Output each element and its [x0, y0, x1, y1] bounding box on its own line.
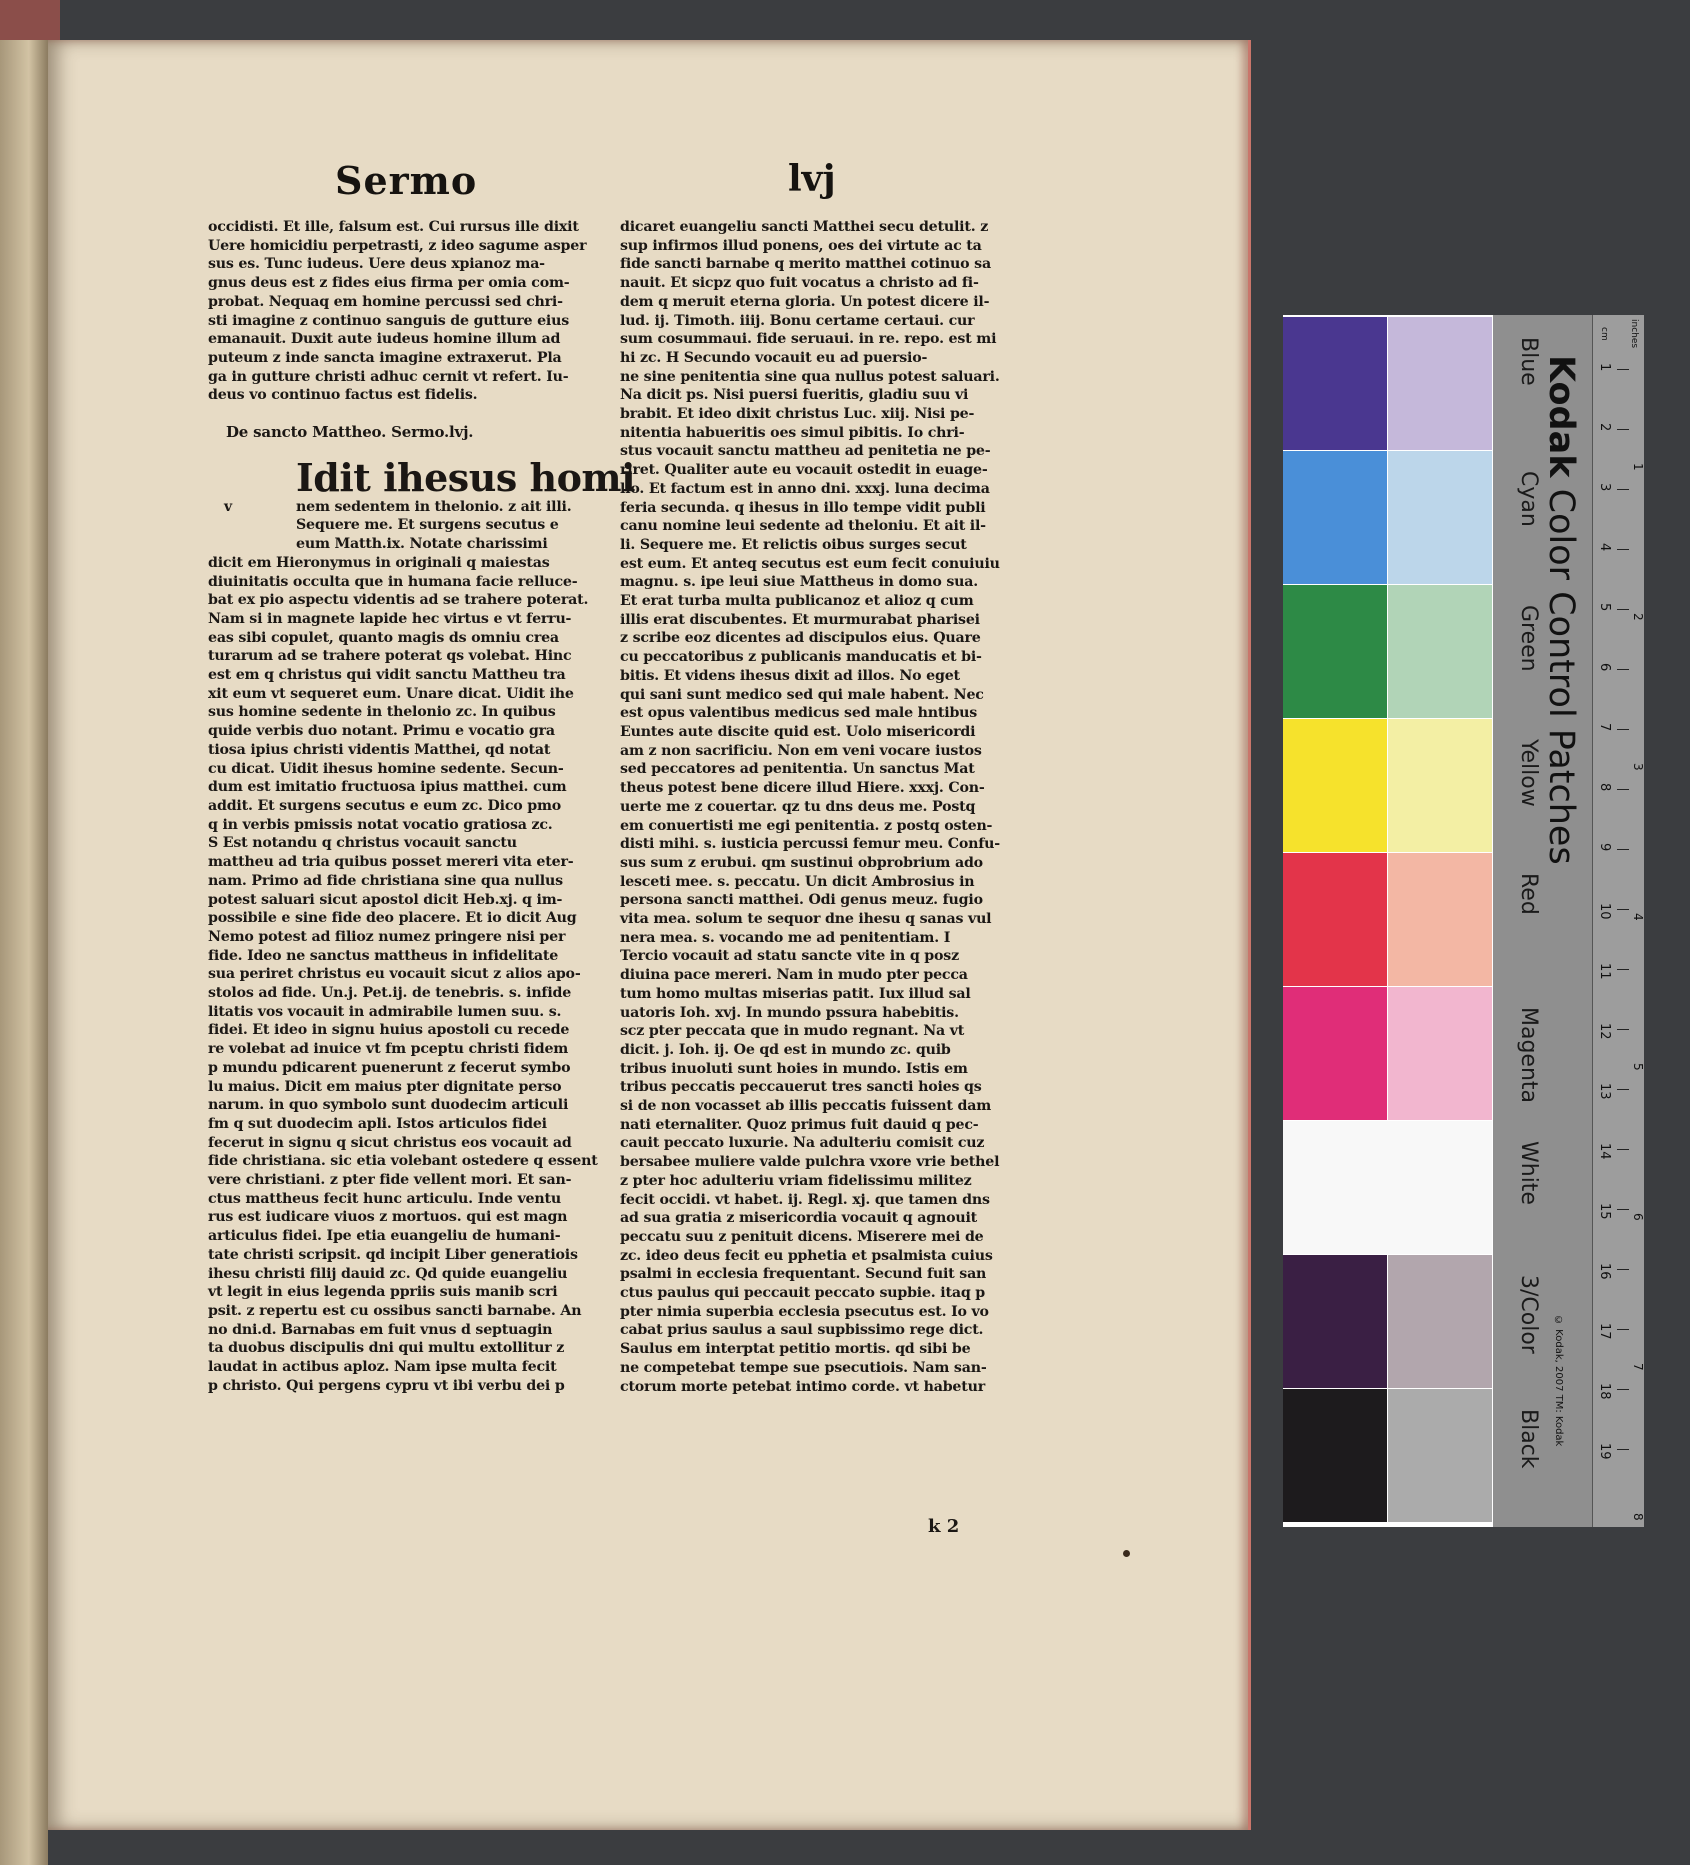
- kodak-title: Color Control Patches: [1541, 488, 1581, 865]
- text-line: uatoris Ioh. xvj. In mundo pssura habebitis.: [620, 1004, 959, 1021]
- inch-tick-label: 8: [1631, 1513, 1645, 1521]
- text-line: fide christiana. sic etia volebant ostedere q essent: [208, 1153, 598, 1170]
- text-line: cauit peccato luxurie. Na adulteriu comisit cuz: [620, 1135, 985, 1152]
- patch-label: Green: [1516, 605, 1541, 672]
- patch-green-solid: [1283, 585, 1387, 718]
- text-line: addit. Et surgens secutus e eum zc. Dico pmo: [208, 797, 562, 814]
- text-line: diuina pace mereri. Nam in mudo pter pecca: [620, 967, 968, 984]
- text-line: potest saluari sicut apostol dicit Heb.xj. q im-: [208, 891, 563, 908]
- text-line: persona sancti matthei. Odi genus meuz. fugio: [620, 892, 983, 909]
- text-line: sus sum z erubui. qm sustinui obprobrium ado: [620, 854, 983, 871]
- patch-green-tint: [1388, 585, 1492, 718]
- text-line: Nam si in magnete lapide hec virtus e vt ferru-: [208, 610, 572, 627]
- text-line: vt legit in eius legenda ppriis suis manib scri: [208, 1284, 558, 1301]
- text-line: theus potest bene dicere illud Hiere. xxxj. Con-: [620, 780, 985, 797]
- text-line: dicaret euangeliu sancti Matthei secu detulit. z: [620, 219, 989, 235]
- guide-initial: v: [224, 498, 232, 515]
- text-line: feria secunda. q ihesus in illo tempe vidit publi: [620, 499, 986, 516]
- text-line: eum Matth.ix. Notate charissimi: [296, 536, 548, 553]
- text-line: riret. Qualiter aute eu vocauit ostedit in euage-: [620, 462, 988, 479]
- patch-magenta-tint: [1388, 987, 1492, 1120]
- text-line: scz pter peccata que in mudo regnant. Na vt: [620, 1023, 965, 1040]
- kodak-color-control-strip: [1283, 315, 1643, 1527]
- text-line: nauit. Et sicpz quo fuit vocatus a christo ad fi-: [620, 275, 979, 292]
- text-line: sus es. Tunc iudeus. Uere deus xpianoz ma-: [208, 256, 545, 273]
- inch-tick-label: 5: [1631, 1063, 1645, 1071]
- text-line: tribus inuoluti sunt hoies in mundo. Istis em: [620, 1060, 968, 1077]
- inch-tick-label: 1: [1631, 463, 1645, 471]
- sermon-heading: De sancto Mattheo. Sermo.lvj.: [226, 423, 474, 442]
- text-line: re volebat ad inuice vt fm pceptu christi fidem: [208, 1041, 569, 1058]
- patch-black-tint: [1388, 1389, 1492, 1522]
- patch-label: Black: [1516, 1409, 1541, 1469]
- cm-tick-label: 4: [1597, 543, 1612, 552]
- text-line: v nem sedentem in thelonio. z ait illi.: [224, 498, 572, 515]
- text-line: li. Sequere me. Et relictis oibus surges secut: [620, 536, 967, 553]
- text-line: peccatu suu z penituit dicens. Miserere mei de: [620, 1228, 984, 1245]
- text-line: cabat prius saulus a saul supbissimo rege dict.: [620, 1322, 984, 1339]
- text-line: bitis. Et videns ihesus dixit ad illos. No eget: [620, 667, 960, 684]
- text-line: sum cosummaui. fide seruaui. in re. repo. est mi: [620, 331, 997, 348]
- text-line: lu maius. Dicit em maius pter dignitate perso: [208, 1078, 562, 1095]
- text-line: z pter hoc adulteriu vriam fidelissimu militez: [620, 1172, 972, 1189]
- text-line: dicit em Hieronymus in originali q maiestas: [208, 554, 550, 571]
- text-line: tum homo multas miserias patit. Iux illud sal: [620, 985, 971, 1002]
- text-line: fide sancti barnabe q merito matthei cotinuo sa: [620, 256, 991, 273]
- cm-tick-label: 15: [1597, 1203, 1612, 1220]
- text-line: qui sani sunt medico sed qui male habent. Nec: [620, 686, 984, 703]
- text-line: fide. Ideo ne sanctus mattheus in infidelitate: [208, 947, 559, 964]
- text-line: ihesu christi filij dauid zc. Qd quide euangeliu: [208, 1265, 568, 1282]
- text-line: S Est notandu q christus vocauit sanctu: [208, 835, 517, 852]
- patch-blue-tint: [1388, 317, 1492, 450]
- ruler-tick-mark: [1617, 1149, 1629, 1150]
- facing-page-edge: [0, 40, 48, 1865]
- book-page: [48, 40, 1251, 1830]
- ruler-tick-mark: [1617, 1209, 1629, 1210]
- text-line: psalmi in ecclesia frequentant. Secund fuit san: [620, 1266, 987, 1283]
- kodak-brand-title: [1541, 355, 1581, 865]
- ruler-unit-cm: cm: [1599, 327, 1609, 341]
- text-line: diuinitatis occulta que in humana facie relluce-: [208, 573, 578, 590]
- ruler-tick-mark: [1617, 669, 1629, 670]
- text-line: sup infirmos illud ponens, oes dei virtute ac ta: [620, 237, 982, 254]
- ruler-tick-mark: [1617, 1089, 1629, 1090]
- ruler-unit-inches: inches: [1629, 319, 1639, 349]
- cm-tick-label: 12: [1597, 1023, 1612, 1040]
- text-line: ne competebat tempe sue psecutiois. Nam san-: [620, 1359, 987, 1376]
- patch-label: Cyan: [1516, 471, 1541, 527]
- text-line: puteum z inde sancta imagine extraxerut. Pla: [208, 349, 562, 366]
- text-line: articulus fidei. Ipe etia euangeliu de humani-: [208, 1228, 561, 1245]
- text-line: sua periret christus eu vocauit sicut z alios apo-: [208, 966, 581, 983]
- ruler-tick-mark: [1617, 369, 1629, 370]
- folio-number: lvj: [788, 158, 836, 200]
- text-line: Et erat turba multa publicanoz et alioz q cum: [620, 593, 974, 610]
- text-line: dem q meruit eterna gloria. Un potest dicere il-: [620, 293, 990, 310]
- text-line: Sequere me. Et surgens secutus e: [296, 517, 559, 534]
- text-line: Saulus em interptat petitio mortis. qd sibi be: [620, 1341, 971, 1358]
- cm-tick-label: 16: [1597, 1263, 1612, 1280]
- inch-tick-label: 4: [1631, 913, 1645, 921]
- text-line: q in verbis pmissis notat vocatio gratiosa zc.: [208, 816, 553, 833]
- cm-tick-label: 13: [1597, 1083, 1612, 1100]
- ruler-tick-mark: [1617, 849, 1629, 850]
- inch-tick-label: 2: [1631, 613, 1645, 621]
- text-line: stolos ad fide. Un.j. Pet.ij. de tenebris. s. infide: [208, 985, 572, 1002]
- text-line: ne sine penitentia sine qua nullus potest saluari.: [620, 368, 1000, 385]
- cm-tick-label: 10: [1597, 903, 1612, 920]
- text-line: vita mea. solum te sequor dne ihesu q sanas vul: [620, 911, 992, 928]
- text-line: quide verbis duo notant. Primu e vocatio gra: [208, 723, 555, 740]
- text-line: mattheu ad tria quibus posset mereri vita eter-: [208, 854, 574, 871]
- text-line: tribus peccatis peccauerut tres sancti hoies qs: [620, 1079, 982, 1096]
- text-line: eas sibi copulet, quanto magis ds omniu crea: [208, 629, 559, 646]
- ruler-tick-mark: [1617, 429, 1629, 430]
- text-line: Na dicit ps. Nisi puersi fueritis, gladiu suu vi: [620, 387, 969, 404]
- text-line: Tercio vocauit ad statu sancte vite in q posz: [620, 948, 959, 965]
- text-line: p mundu pdicarent puenerunt z fecerut symbo: [208, 1059, 571, 1076]
- cm-tick-label: 8: [1597, 783, 1612, 792]
- ruler-tick-mark: [1617, 1029, 1629, 1030]
- text-line: est opus valentibus medicus sed male hntibus: [620, 705, 978, 722]
- measuring-ruler: [1592, 315, 1644, 1527]
- text-line: possibile e sine fide deo placere. Et io dicit Aug: [208, 910, 577, 927]
- cm-tick-label: 18: [1597, 1383, 1612, 1400]
- ruler-tick-mark: [1617, 609, 1629, 610]
- text-line: gnus deus est z fides eius firma per omia com-: [208, 275, 570, 292]
- text-line: narum. in quo symbolo sunt duodecim articuli: [208, 1097, 569, 1114]
- paper-spot: [1123, 1550, 1130, 1557]
- text-line: emanauit. Duxit aute iudeus homine illum ad: [208, 331, 561, 348]
- ruler-tick-mark: [1617, 549, 1629, 550]
- text-line: brabit. Et ideo dixit christus Luc. xiij. Nisi pe-: [620, 406, 975, 423]
- inch-tick-label: 7: [1631, 1363, 1645, 1371]
- text-line: ctorum morte petebat intimo corde. vt habetur: [620, 1378, 985, 1395]
- text-line: rus est iudicare viuos z mortuos. qui est magn: [208, 1209, 568, 1226]
- ruler-tick-mark: [1617, 729, 1629, 730]
- text-line: hi zc. H Secundo vocauit eu ad puersio-: [620, 349, 928, 366]
- text-line: sed peccatores ad penitentia. Un sanctus Mat: [620, 761, 975, 778]
- patch-3-color-tint: [1388, 1255, 1492, 1388]
- text-line: tiosa ipius christi videntis Matthei, qd notat: [208, 741, 551, 758]
- text-line: lud. ij. Timoth. iiij. Bonu certame certaui. cur: [620, 312, 975, 329]
- text-line: em conuertisti me egi penitentia. z postq osten-: [620, 817, 993, 834]
- text-line: xit eum vt sequeret eum. Unare dicat. Uidit ihe: [208, 685, 574, 702]
- right-text-column: [620, 218, 1005, 1396]
- text-line: litatis vos vocauit in admirabile lumen suu. s.: [208, 1003, 562, 1020]
- text-line: deus vo continuo factus est fidelis.: [208, 387, 478, 404]
- text-line: cu dicat. Uidit ihesus homine sedente. Secun-: [208, 760, 564, 777]
- ruler-tick-mark: [1617, 1449, 1629, 1450]
- text-line: nati eternaliter. Quoz primus fuit dauid q pec-: [620, 1116, 979, 1133]
- cm-tick-label: 9: [1597, 843, 1612, 852]
- text-line: lio. Et factum est in anno dni. xxxj. luna decima: [620, 480, 990, 497]
- text-line: cu peccatoribus z publicanis manducatis et bi-: [620, 649, 982, 666]
- kodak-brand: Kodak: [1541, 355, 1581, 478]
- text-line: stus vocauit sanctu mattheu ad penitetia ne pe-: [620, 443, 991, 460]
- text-line: sti imagine z continuo sanguis de gutture eius: [208, 312, 569, 329]
- text-line: si de non vocasset ab illis peccatis fuissent dam: [620, 1098, 992, 1115]
- text-line: ad sua gratia z misericordia vocauit q agnouit: [620, 1210, 977, 1227]
- patch-cyan-tint: [1388, 451, 1492, 584]
- text-line: occidisti. Et ille, falsum est. Cui rursus ille dixit: [208, 219, 579, 235]
- text-line: turarum ad se trahere poterat qs volebat. Hinc: [208, 648, 572, 665]
- text-line: zc. ideo deus fecit eu pphetia et psalmista cuius: [620, 1247, 993, 1264]
- text-line: dum est imitatio fructuosa ipius matthei. cum: [208, 779, 567, 796]
- patch-label: 3/Color: [1516, 1275, 1541, 1354]
- text-line: canu nomine leui sedente ad theloniu. Et ait il-: [620, 518, 986, 535]
- patch-cyan-solid: [1283, 451, 1387, 584]
- text-line: p christo. Qui pergens cypru vt ibi verbu dei p: [208, 1377, 565, 1394]
- running-title: Sermo: [335, 158, 478, 203]
- text-line: am z non sacrificiu. Non em veni vocare iustos: [620, 742, 982, 759]
- patch-magenta-solid: [1283, 987, 1387, 1120]
- text-line: Euntes aute discite quid est. Uolo misericordi: [620, 723, 976, 740]
- text-line: uerte me z couertar. qz tu dns deus me. Postq: [620, 798, 976, 815]
- text-line: illis erat discubentes. Et murmurabat pharisei: [620, 611, 980, 628]
- text-line: lesceti mee. s. peccatu. Un dicit Ambrosius in: [620, 873, 975, 890]
- patch-yellow-tint: [1388, 719, 1492, 852]
- patch-label: Red: [1516, 873, 1541, 915]
- cm-tick-label: 14: [1597, 1143, 1612, 1160]
- text-line: dicit. j. Ioh. ij. Oe qd est in mundo zc. quib: [620, 1041, 951, 1058]
- patch-red-tint: [1388, 853, 1492, 986]
- ruler-tick-mark: [1617, 1269, 1629, 1270]
- kodak-copyright: © Kodak, 2007 TM: Kodak: [1553, 1315, 1564, 1447]
- cm-tick-label: 1: [1597, 363, 1612, 372]
- text-line: bersabee muliere valde pulchra vxore vrie bethel: [620, 1154, 1000, 1171]
- text-line: magnu. s. ipe leui siue Mattheus in domo sua.: [620, 574, 978, 591]
- inch-tick-label: 3: [1631, 763, 1645, 771]
- patch-white: [1283, 1121, 1492, 1254]
- ruler-tick-mark: [1617, 969, 1629, 970]
- ruler-tick-mark: [1617, 789, 1629, 790]
- text-line: disti mihi. s. iusticia percussi femur meu. Confu-: [620, 836, 1000, 853]
- cm-tick-label: 11: [1597, 963, 1612, 980]
- cm-tick-label: 6: [1597, 663, 1612, 672]
- text-line: Nemo potest ad filioz numez pringere nisi per: [208, 928, 566, 945]
- cm-tick-label: 3: [1597, 483, 1612, 492]
- ruler-tick-mark: [1617, 1329, 1629, 1330]
- text-line: fecerut in signu q sicut christus eos vocauit ad: [208, 1134, 572, 1151]
- text-line: ga in gutture christi adhuc cernit vt refert. Iu-: [208, 368, 569, 385]
- text-line: probat. Nequaq em homine percussi sed chri-: [208, 293, 563, 310]
- inch-tick-label: 6: [1631, 1213, 1645, 1221]
- text-line: fidei. Et ideo in signu huius apostoli cu recede: [208, 1022, 570, 1039]
- patch-black-solid: [1283, 1389, 1387, 1522]
- text-line: Uere homicidiu perpetrasti, z ideo sagume asper: [208, 237, 587, 254]
- patch-label: Magenta: [1516, 1007, 1541, 1104]
- patch-3-color-solid: [1283, 1255, 1387, 1388]
- text-line: tate christi scripsit. qd incipit Liber generatiois: [208, 1246, 578, 1263]
- patch-label: Blue: [1516, 337, 1541, 386]
- text-line: bat ex pio aspectu videntis ad se trahere poterat.: [208, 592, 589, 609]
- incipit: Idit ihesus homi: [296, 454, 636, 500]
- text-line: sus homine sedente in thelonio zc. In quibus: [208, 704, 556, 721]
- cm-tick-label: 7: [1597, 723, 1612, 732]
- text-line: vere christiani. z pter fide vellent mori. Et san-: [208, 1172, 572, 1189]
- ruler-tick-mark: [1617, 1389, 1629, 1390]
- text-line: nera mea. s. vocando me ad penitentiam. I: [620, 929, 951, 946]
- ruler-tick-mark: [1617, 909, 1629, 910]
- text-line: pter nimia superbia ecclesia psecutus est. Io vo: [620, 1303, 989, 1320]
- cm-tick-label: 19: [1597, 1443, 1612, 1460]
- left-text-column: [208, 218, 636, 1395]
- patch-yellow-solid: [1283, 719, 1387, 852]
- patch-red-solid: [1283, 853, 1387, 986]
- text-line: ctus paulus qui peccauit peccato supbie. itaq p: [620, 1285, 985, 1302]
- cm-tick-label: 2: [1597, 423, 1612, 432]
- text-line: z scribe eoz dicentes ad discipulos eius. Quare: [620, 630, 981, 647]
- text-line: fm q sut duodecim apli. Istos articulos fidei: [208, 1115, 547, 1132]
- text-line: ctus mattheus fecit hunc articulu. Inde ventu: [208, 1190, 561, 1207]
- signature-mark: k 2: [928, 1516, 960, 1537]
- text-line: est em q christus qui vidit sanctu Mattheu tra: [208, 667, 566, 684]
- text-line: nam. Primo ad fide christiana sine qua nullus: [208, 872, 563, 889]
- patch-label: Yellow: [1516, 739, 1541, 807]
- text-line: fecit occidi. vt habet. ij. Regl. xj. que tamen dns: [620, 1191, 990, 1208]
- ruler-tick-mark: [1617, 489, 1629, 490]
- cm-tick-label: 17: [1597, 1323, 1612, 1340]
- text-line: psit. z repertu est cu ossibus sancti barnabe. An: [208, 1302, 582, 1319]
- patch-label: White: [1516, 1141, 1541, 1205]
- text-line: ta duobus discipulis dni qui multu extollitur z: [208, 1340, 565, 1357]
- patch-blue-solid: [1283, 317, 1387, 450]
- text-line: laudat in actibus aploz. Nam ipse multa fecit: [208, 1359, 557, 1376]
- text-line: nitentia habueritis oes simul pibitis. Io chri-: [620, 424, 965, 441]
- text-line: no dni.d. Barnabas em fuit vnus d septuagin: [208, 1321, 553, 1338]
- cm-tick-label: 5: [1597, 603, 1612, 612]
- text-line: est eum. Et anteq secutus est eum fecit conuiuiu: [620, 555, 1000, 572]
